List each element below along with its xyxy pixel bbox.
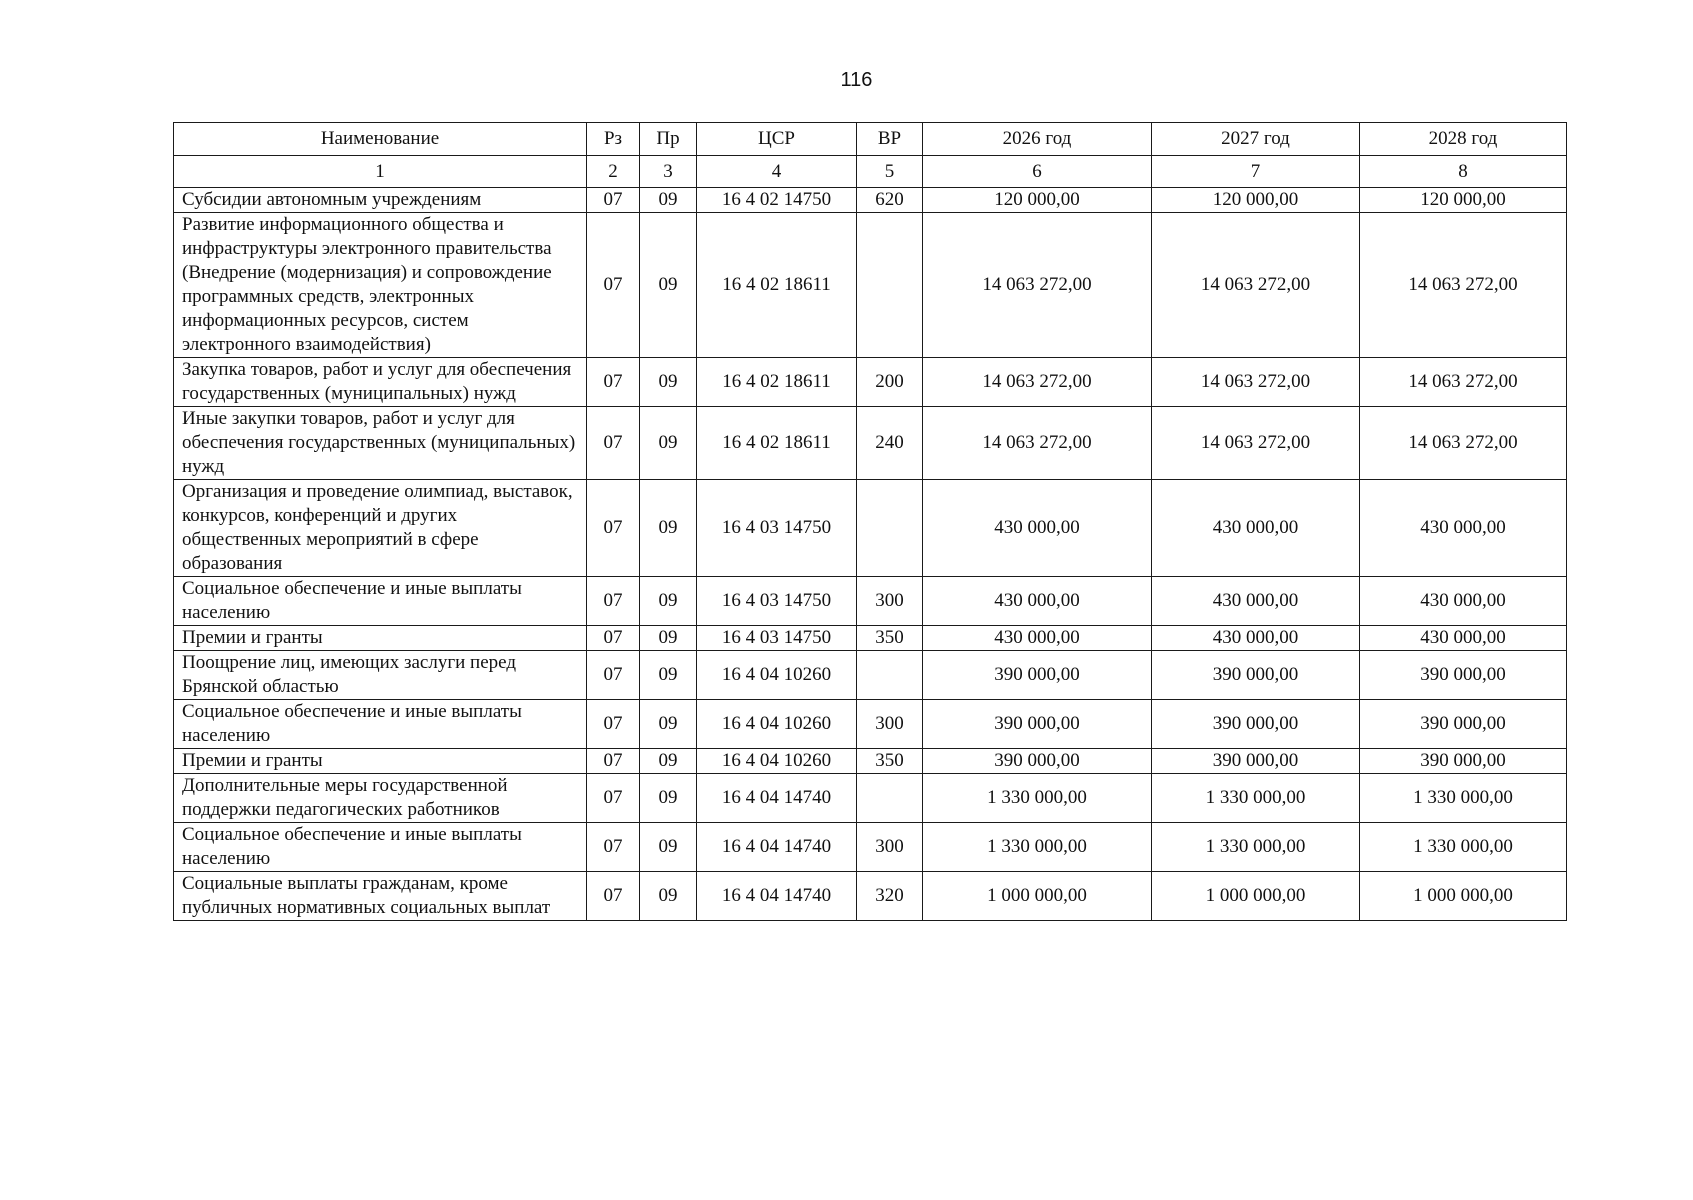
row-amount-2026: 390 000,00: [923, 749, 1152, 774]
row-amount-2027: 14 063 272,00: [1152, 358, 1360, 407]
row-csr: 16 4 04 10260: [697, 749, 857, 774]
budget-table: [173, 122, 1567, 921]
header-name: Наименование: [174, 123, 587, 156]
header-rz: Рз: [587, 123, 640, 156]
row-amount-2028: 1 330 000,00: [1360, 823, 1567, 872]
row-amount-2026: 120 000,00: [923, 188, 1152, 213]
row-amount-2026: 430 000,00: [923, 626, 1152, 651]
row-amount-2026: 1 330 000,00: [923, 823, 1152, 872]
row-name: Иные закупки товаров, работ и услуг для обеспечения государственных (муниципальных) нужд: [174, 407, 587, 480]
row-amount-2026: 14 063 272,00: [923, 213, 1152, 358]
table-row: [174, 188, 1567, 213]
column-number: 5: [857, 156, 923, 188]
table-row: [174, 626, 1567, 651]
row-name: Премии и гранты: [174, 749, 587, 774]
row-csr: 16 4 03 14750: [697, 480, 857, 577]
row-amount-2027: 1 330 000,00: [1152, 823, 1360, 872]
table-row: [174, 577, 1567, 626]
row-pr: 09: [640, 358, 697, 407]
row-amount-2028: 1 000 000,00: [1360, 872, 1567, 921]
row-rz: 07: [587, 700, 640, 749]
row-pr: 09: [640, 577, 697, 626]
row-name: Дополнительные меры государственной поддержки педагогических работников: [174, 774, 587, 823]
table-row: [174, 213, 1567, 358]
row-amount-2026: 14 063 272,00: [923, 358, 1152, 407]
row-name: Социальное обеспечение и иные выплаты населению: [174, 577, 587, 626]
row-name: Социальное обеспечение и иные выплаты населению: [174, 700, 587, 749]
row-amount-2027: 14 063 272,00: [1152, 407, 1360, 480]
row-name: Социальные выплаты гражданам, кроме публичных нормативных социальных выплат: [174, 872, 587, 921]
row-rz: 07: [587, 651, 640, 700]
row-vr: 350: [857, 626, 923, 651]
header-row: [174, 123, 1567, 156]
row-amount-2028: 120 000,00: [1360, 188, 1567, 213]
row-pr: 09: [640, 872, 697, 921]
row-amount-2027: 430 000,00: [1152, 626, 1360, 651]
row-vr: 300: [857, 700, 923, 749]
row-pr: 09: [640, 823, 697, 872]
row-amount-2027: 14 063 272,00: [1152, 213, 1360, 358]
table-row: [174, 480, 1567, 577]
row-name: Социальное обеспечение и иные выплаты населению: [174, 823, 587, 872]
row-pr: 09: [640, 626, 697, 651]
row-vr: 200: [857, 358, 923, 407]
column-number: 6: [923, 156, 1152, 188]
row-name: Закупка товаров, работ и услуг для обеспечения государственных (муниципальных) нужд: [174, 358, 587, 407]
page-number: 116: [840, 69, 873, 91]
row-pr: 09: [640, 407, 697, 480]
row-vr: [857, 213, 923, 358]
row-amount-2028: 430 000,00: [1360, 480, 1567, 577]
row-amount-2026: 1 000 000,00: [923, 872, 1152, 921]
table-row: [174, 651, 1567, 700]
row-rz: 07: [587, 213, 640, 358]
row-vr: 240: [857, 407, 923, 480]
row-pr: 09: [640, 480, 697, 577]
header-2027: 2027 год: [1152, 123, 1360, 156]
row-csr: 16 4 02 14750: [697, 188, 857, 213]
table-row: [174, 872, 1567, 921]
row-amount-2026: 430 000,00: [923, 480, 1152, 577]
row-amount-2027: 430 000,00: [1152, 577, 1360, 626]
table-row: [174, 358, 1567, 407]
row-pr: 09: [640, 700, 697, 749]
row-amount-2027: 390 000,00: [1152, 749, 1360, 774]
row-amount-2027: 390 000,00: [1152, 700, 1360, 749]
row-amount-2026: 1 330 000,00: [923, 774, 1152, 823]
column-number: 4: [697, 156, 857, 188]
row-amount-2028: 14 063 272,00: [1360, 358, 1567, 407]
row-amount-2028: 430 000,00: [1360, 577, 1567, 626]
row-amount-2028: 390 000,00: [1360, 651, 1567, 700]
row-csr: 16 4 04 14740: [697, 872, 857, 921]
row-pr: 09: [640, 651, 697, 700]
row-amount-2027: 1 000 000,00: [1152, 872, 1360, 921]
table-row: [174, 700, 1567, 749]
row-csr: 16 4 02 18611: [697, 358, 857, 407]
table-row: [174, 749, 1567, 774]
row-vr: [857, 774, 923, 823]
row-csr: 16 4 02 18611: [697, 407, 857, 480]
row-rz: 07: [587, 188, 640, 213]
table-row: [174, 407, 1567, 480]
row-amount-2028: 390 000,00: [1360, 700, 1567, 749]
table-row: [174, 774, 1567, 823]
column-numbering-row: [174, 156, 1567, 188]
row-amount-2027: 430 000,00: [1152, 480, 1360, 577]
row-csr: 16 4 02 18611: [697, 213, 857, 358]
row-amount-2028: 430 000,00: [1360, 626, 1567, 651]
row-csr: 16 4 04 10260: [697, 651, 857, 700]
row-pr: 09: [640, 749, 697, 774]
row-amount-2026: 430 000,00: [923, 577, 1152, 626]
row-rz: 07: [587, 774, 640, 823]
row-rz: 07: [587, 407, 640, 480]
row-pr: 09: [640, 774, 697, 823]
row-csr: 16 4 04 14740: [697, 823, 857, 872]
column-number: 3: [640, 156, 697, 188]
row-amount-2028: 14 063 272,00: [1360, 213, 1567, 358]
row-csr: 16 4 03 14750: [697, 577, 857, 626]
header-csr: ЦСР: [697, 123, 857, 156]
row-pr: 09: [640, 188, 697, 213]
row-rz: 07: [587, 358, 640, 407]
row-rz: 07: [587, 480, 640, 577]
row-pr: 09: [640, 213, 697, 358]
row-vr: 620: [857, 188, 923, 213]
row-name: Поощрение лиц, имеющих заслуги перед Брянской областью: [174, 651, 587, 700]
row-name: Субсидии автономным учреждениям: [174, 188, 587, 213]
header-2026: 2026 год: [923, 123, 1152, 156]
row-vr: 320: [857, 872, 923, 921]
column-number: 7: [1152, 156, 1360, 188]
row-amount-2026: 390 000,00: [923, 700, 1152, 749]
row-rz: 07: [587, 872, 640, 921]
row-rz: 07: [587, 626, 640, 651]
row-vr: 350: [857, 749, 923, 774]
row-amount-2028: 390 000,00: [1360, 749, 1567, 774]
row-name: Развитие информационного общества и инфраструктуры электронного правительства (Внедрение (модернизация) и сопровождение программных средств, электронных информационных ресурсов, систем электронного взаимодействия): [174, 213, 587, 358]
row-rz: 07: [587, 823, 640, 872]
row-amount-2027: 1 330 000,00: [1152, 774, 1360, 823]
row-name: Премии и гранты: [174, 626, 587, 651]
row-amount-2026: 14 063 272,00: [923, 407, 1152, 480]
row-vr: 300: [857, 577, 923, 626]
row-vr: 300: [857, 823, 923, 872]
table-row: [174, 823, 1567, 872]
row-rz: 07: [587, 577, 640, 626]
row-vr: [857, 480, 923, 577]
column-number: 2: [587, 156, 640, 188]
row-csr: 16 4 04 10260: [697, 700, 857, 749]
row-amount-2026: 390 000,00: [923, 651, 1152, 700]
row-name: Организация и проведение олимпиад, выставок, конкурсов, конференций и других общественных мероприятий в сфере образования: [174, 480, 587, 577]
row-amount-2027: 390 000,00: [1152, 651, 1360, 700]
row-rz: 07: [587, 749, 640, 774]
row-vr: [857, 651, 923, 700]
column-number: 8: [1360, 156, 1567, 188]
column-number: 1: [174, 156, 587, 188]
header-pr: Пр: [640, 123, 697, 156]
row-csr: 16 4 04 14740: [697, 774, 857, 823]
table-body: [174, 156, 1567, 921]
row-amount-2028: 1 330 000,00: [1360, 774, 1567, 823]
row-csr: 16 4 03 14750: [697, 626, 857, 651]
header-2028: 2028 год: [1360, 123, 1567, 156]
row-amount-2028: 14 063 272,00: [1360, 407, 1567, 480]
header-vr: ВР: [857, 123, 923, 156]
row-amount-2027: 120 000,00: [1152, 188, 1360, 213]
